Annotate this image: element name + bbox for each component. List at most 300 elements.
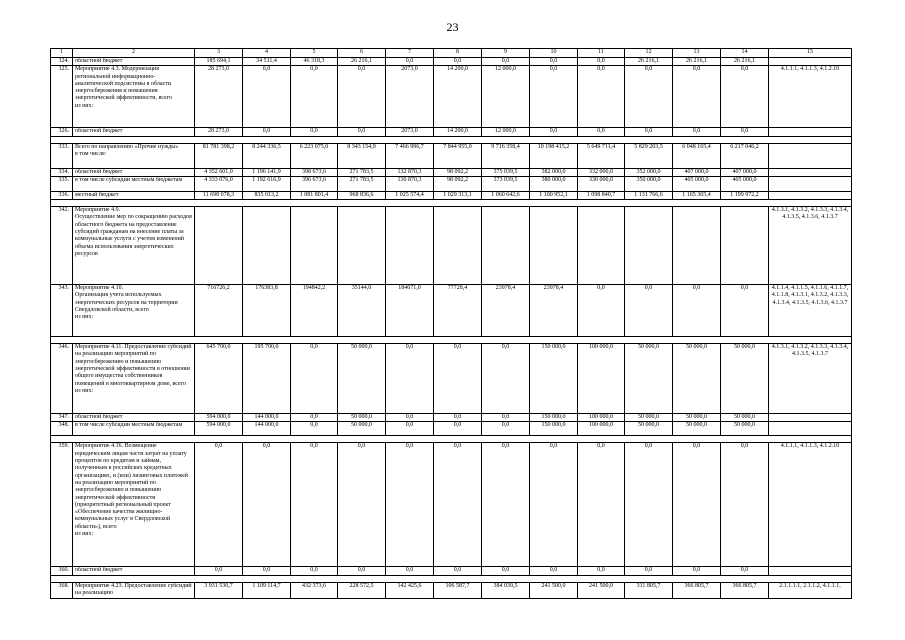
- value-cell: 0,0: [243, 66, 291, 128]
- value-cell: 144 000,0: [243, 422, 291, 436]
- value-cell: 0,0: [530, 128, 578, 136]
- gap-cell: [482, 575, 530, 582]
- value-cell: 1 165 365,4: [673, 191, 721, 199]
- value-cell: 50 000,0: [338, 414, 386, 422]
- value-cell: 396 673,6: [291, 176, 338, 191]
- row-label-cell: Мероприятие 4.9. Осуществление мер по сокращению расходов областного бюджета на предоставление субсидий гражданам на внесение платы за коммунальные услуги с учетом изменений объема использования энергетических ресурсов: [73, 207, 195, 285]
- table-row: [51, 128, 852, 136]
- row-label-cell: Мероприятие 4.23. Предоставление субсидий на реализацию: [73, 582, 195, 598]
- gap-cell: [243, 436, 291, 443]
- gap-cell: [673, 136, 721, 143]
- value-cell: 405 000,0: [721, 176, 769, 191]
- gap-cell: [386, 337, 434, 344]
- value-cell: 0,0: [291, 422, 338, 436]
- value-cell: 271 783,5: [338, 176, 386, 191]
- value-cell: 50 000,0: [721, 344, 769, 414]
- value-cell: 1 025 574,4: [386, 191, 434, 199]
- value-cell: 350 000,0: [625, 176, 673, 191]
- gap-cell: [530, 337, 578, 344]
- value-cell: 26 216,1: [721, 58, 769, 66]
- gap-cell: [673, 436, 721, 443]
- gap-cell: [578, 337, 625, 344]
- column-header: 8: [434, 49, 482, 58]
- value-cell: 50 000,0: [625, 414, 673, 422]
- value-cell: [195, 207, 243, 285]
- value-cell: 407 000,0: [721, 168, 769, 176]
- value-cell: 0,0: [482, 567, 530, 575]
- gap-cell: [338, 575, 386, 582]
- value-cell: 0,0: [338, 66, 386, 128]
- gap-cell: [51, 575, 73, 582]
- column-header: 15: [769, 49, 852, 58]
- row-number-cell: 360.: [51, 567, 73, 575]
- gap-cell: [73, 337, 195, 344]
- value-cell: 0,0: [243, 567, 291, 575]
- value-cell: 26 216,1: [673, 58, 721, 66]
- gap-cell: [578, 575, 625, 582]
- value-cell: 0,0: [386, 443, 434, 567]
- value-cell: 0,0: [673, 128, 721, 136]
- value-cell: 0,0: [291, 128, 338, 136]
- value-cell: 6 048 165,4: [673, 143, 721, 168]
- value-cell: [482, 207, 530, 285]
- target-indicator-cell: [769, 567, 852, 575]
- row-label-cell: областной бюджет: [73, 58, 195, 66]
- row-number-cell: 347.: [51, 414, 73, 422]
- value-cell: 14 200,0: [434, 128, 482, 136]
- value-cell: 0,0: [386, 58, 434, 66]
- row-label-cell: областной бюджет: [73, 168, 195, 176]
- value-cell: 50 000,0: [673, 422, 721, 436]
- gap-cell: [195, 337, 243, 344]
- gap-cell: [195, 575, 243, 582]
- column-header: 9: [482, 49, 530, 58]
- value-cell: 330 000,0: [578, 176, 625, 191]
- value-cell: 366 805,7: [673, 582, 721, 598]
- gap-cell: [721, 136, 769, 143]
- value-cell: 0,0: [291, 344, 338, 414]
- target-indicator-cell: [769, 422, 852, 436]
- gap-cell: [625, 136, 673, 143]
- value-cell: 1 029 313,1: [434, 191, 482, 199]
- value-cell: 185 694,1: [195, 58, 243, 66]
- row-label-cell: местный бюджет: [73, 191, 195, 199]
- row-number-cell: 343.: [51, 285, 73, 337]
- value-cell: 0,0: [482, 443, 530, 567]
- value-cell: 0,0: [482, 58, 530, 66]
- gap-cell: [51, 436, 73, 443]
- value-cell: 11 698 078,3: [195, 191, 243, 199]
- table-row: [51, 414, 852, 422]
- value-cell: 373 039,5: [482, 176, 530, 191]
- budget-table: [50, 48, 852, 599]
- gap-cell: [291, 575, 338, 582]
- row-number-cell: 325.: [51, 66, 73, 128]
- value-cell: 4 333 076,0: [195, 176, 243, 191]
- row-label-cell: областной бюджет: [73, 567, 195, 575]
- value-cell: [243, 207, 291, 285]
- gap-cell: [769, 136, 852, 143]
- gap-cell: [769, 436, 852, 443]
- value-cell: 1 109 114,7: [243, 582, 291, 598]
- value-cell: [530, 207, 578, 285]
- row-number-cell: 324.: [51, 58, 73, 66]
- row-number-cell: 368.: [51, 582, 73, 598]
- value-cell: 0,0: [673, 285, 721, 337]
- value-cell: 835 013,2: [243, 191, 291, 199]
- value-cell: 241 500,0: [530, 582, 578, 598]
- column-header: 12: [625, 49, 673, 58]
- table-row: [51, 567, 852, 575]
- target-indicator-cell: [769, 176, 852, 191]
- target-indicator-cell: 4.1.3.1, 4.1.3.2, 4.1.3.3, 4.1.3.4, 4.1.3.5, 4.1.3.6, 4.1.3.7: [769, 207, 852, 285]
- value-cell: 0,0: [434, 443, 482, 567]
- value-cell: 0,0: [482, 344, 530, 414]
- value-cell: 0,0: [291, 443, 338, 567]
- gap-cell: [291, 436, 338, 443]
- value-cell: 384 039,5: [482, 582, 530, 598]
- value-cell: 0,0: [578, 66, 625, 128]
- value-cell: 0,0: [482, 414, 530, 422]
- column-header: 3: [195, 49, 243, 58]
- value-cell: 241 500,0: [578, 582, 625, 598]
- row-number-cell: 346.: [51, 344, 73, 414]
- target-indicator-cell: [769, 128, 852, 136]
- target-indicator-cell: [769, 58, 852, 66]
- value-cell: 26 216,1: [338, 58, 386, 66]
- value-cell: [291, 207, 338, 285]
- gap-cell: [482, 200, 530, 207]
- row-label-cell: в том числе субсидии местным бюджетам: [73, 176, 195, 191]
- value-cell: 0,0: [721, 443, 769, 567]
- value-cell: 6 217 046,2: [721, 143, 769, 168]
- gap-cell: [578, 136, 625, 143]
- value-cell: 0,0: [386, 422, 434, 436]
- gap-cell: [338, 136, 386, 143]
- value-cell: 0,0: [721, 128, 769, 136]
- value-cell: [386, 207, 434, 285]
- table-row: [51, 422, 852, 436]
- row-number-cell: 326.: [51, 128, 73, 136]
- gap-cell: [73, 136, 195, 143]
- value-cell: 0,0: [195, 567, 243, 575]
- value-cell: 0,0: [386, 567, 434, 575]
- gap-cell: [195, 200, 243, 207]
- value-cell: 0,0: [578, 567, 625, 575]
- value-cell: [578, 207, 625, 285]
- gap-cell: [625, 436, 673, 443]
- gap-cell: [625, 575, 673, 582]
- gap-cell: [721, 337, 769, 344]
- value-cell: 0,0: [434, 344, 482, 414]
- value-cell: 228 572,5: [338, 582, 386, 598]
- gap-cell: [769, 337, 852, 344]
- table-gap-row: [51, 337, 852, 344]
- column-header: 13: [673, 49, 721, 58]
- value-cell: 0,0: [386, 344, 434, 414]
- gap-cell: [578, 436, 625, 443]
- value-cell: 0,0: [530, 58, 578, 66]
- value-cell: 0,0: [243, 443, 291, 567]
- value-cell: 7 466 996,7: [386, 143, 434, 168]
- value-cell: 23978,4: [482, 285, 530, 337]
- value-cell: 5 829 203,5: [625, 143, 673, 168]
- value-cell: 8 343 154,9: [338, 143, 386, 168]
- value-cell: 0,0: [530, 567, 578, 575]
- row-number-cell: 342.: [51, 207, 73, 285]
- value-cell: 0,0: [625, 443, 673, 567]
- value-cell: 1 131 766,6: [625, 191, 673, 199]
- gap-cell: [338, 200, 386, 207]
- value-cell: 176383,8: [243, 285, 291, 337]
- value-cell: [721, 207, 769, 285]
- value-cell: 35144,0: [338, 285, 386, 337]
- gap-cell: [291, 337, 338, 344]
- value-cell: 1 199 972,2: [721, 191, 769, 199]
- row-number-cell: 333.: [51, 143, 73, 168]
- row-label-cell: Мероприятие 4.3. Модернизация региональной информационно-аналитической подсистемы в области энергосбережения и повышения энергетической эффективности, всего из них:: [73, 66, 195, 128]
- value-cell: 46 318,3: [291, 58, 338, 66]
- table-gap-row: [51, 436, 852, 443]
- value-cell: 0,0: [673, 443, 721, 567]
- gap-cell: [673, 575, 721, 582]
- gap-cell: [673, 337, 721, 344]
- value-cell: 26 216,1: [625, 58, 673, 66]
- target-indicator-cell: 4.1.1.4, 4.1.1.5, 4.1.1.6, 4.1.1.7, 4.1.1.8, 4.1.3.1, 4.1.3.2, 4.1.3.3, 4.1.3.4, 4.1.3.5, 4.1.3.6, 4.1.3.7: [769, 285, 852, 337]
- gap-cell: [530, 200, 578, 207]
- value-cell: 0,0: [434, 58, 482, 66]
- value-cell: 106 587,7: [434, 582, 482, 598]
- table-row: [51, 285, 852, 337]
- row-label-cell: Мероприятие 4.10. Организация учета используемых энергетических ресурсов на территории Свердловской области, всего из них:: [73, 285, 195, 337]
- gap-cell: [51, 136, 73, 143]
- value-cell: 14 200,0: [434, 66, 482, 128]
- value-cell: 271 783,5: [338, 168, 386, 176]
- value-cell: 352 000,0: [625, 168, 673, 176]
- value-cell: 0,0: [482, 422, 530, 436]
- gap-cell: [673, 200, 721, 207]
- value-cell: 5 649 711,4: [578, 143, 625, 168]
- value-cell: 0,0: [578, 128, 625, 136]
- gap-cell: [243, 337, 291, 344]
- row-number-cell: 336.: [51, 191, 73, 199]
- gap-cell: [482, 436, 530, 443]
- gap-cell: [386, 136, 434, 143]
- gap-cell: [195, 136, 243, 143]
- value-cell: 0,0: [578, 443, 625, 567]
- value-cell: 130 870,3: [386, 176, 434, 191]
- value-cell: 0,0: [434, 422, 482, 436]
- value-cell: 23978,4: [530, 285, 578, 337]
- value-cell: 0,0: [338, 567, 386, 575]
- gap-cell: [721, 575, 769, 582]
- value-cell: 50 000,0: [673, 344, 721, 414]
- value-cell: 50 000,0: [721, 422, 769, 436]
- target-indicator-cell: 2.1.1.1.1, 2.1.1.2, 4.1.1.1,: [769, 582, 852, 598]
- value-cell: 1 081 801,4: [291, 191, 338, 199]
- value-cell: 10 198 415,2: [530, 143, 578, 168]
- value-cell: 0,0: [434, 414, 482, 422]
- gap-cell: [338, 337, 386, 344]
- table-row: [51, 168, 852, 176]
- gap-cell: [291, 200, 338, 207]
- gap-cell: [482, 136, 530, 143]
- value-cell: 0,0: [291, 567, 338, 575]
- gap-cell: [386, 575, 434, 582]
- row-label-cell: в том числе субсидии местным бюджетам: [73, 422, 195, 436]
- gap-cell: [625, 200, 673, 207]
- gap-cell: [51, 200, 73, 207]
- gap-cell: [434, 575, 482, 582]
- gap-cell: [434, 337, 482, 344]
- row-label-cell: областной бюджет: [73, 414, 195, 422]
- gap-cell: [243, 136, 291, 143]
- row-number-cell: 335.: [51, 176, 73, 191]
- target-indicator-cell: [769, 414, 852, 422]
- column-header: 5: [291, 49, 338, 58]
- column-header: 11: [578, 49, 625, 58]
- gap-cell: [769, 200, 852, 207]
- value-cell: 0,0: [625, 128, 673, 136]
- value-cell: 0,0: [625, 285, 673, 337]
- value-cell: 50 000,0: [721, 414, 769, 422]
- value-cell: 144 000,0: [243, 414, 291, 422]
- value-cell: 77728,4: [434, 285, 482, 337]
- table-row: [51, 344, 852, 414]
- gap-cell: [386, 436, 434, 443]
- gap-cell: [338, 436, 386, 443]
- table-gap-row: [51, 575, 852, 582]
- value-cell: 366 805,7: [721, 582, 769, 598]
- row-label-cell: Мероприятие 4.16. Возмещение юридическим лицам части затрат на уплату процентов по кредитам и займам, полученным в российских кредитных организациях, и (или) лизинговых платежей на реализацию мероприятий по энергосбережению и повышению энергетической эффективности (приоритетный региональный проект «Обеспечение качества жилищно-коммунальных услуг в Свердловской области»), всего из них:: [73, 443, 195, 567]
- target-indicator-cell: [769, 143, 852, 168]
- gap-cell: [386, 200, 434, 207]
- value-cell: 380 000,0: [530, 176, 578, 191]
- value-cell: 407 000,0: [673, 168, 721, 176]
- value-cell: 132 870,3: [386, 168, 434, 176]
- value-cell: 1 100 952,1: [530, 191, 578, 199]
- page-number: 23: [446, 20, 459, 34]
- value-cell: 0,0: [578, 285, 625, 337]
- value-cell: 50 000,0: [338, 344, 386, 414]
- row-number-cell: 334.: [51, 168, 73, 176]
- value-cell: 12 000,0: [482, 66, 530, 128]
- gap-cell: [530, 436, 578, 443]
- value-cell: 0,0: [338, 128, 386, 136]
- value-cell: 0,0: [530, 66, 578, 128]
- value-cell: [434, 207, 482, 285]
- value-cell: 594 000,0: [195, 422, 243, 436]
- value-cell: 195 700,0: [243, 344, 291, 414]
- gap-cell: [578, 200, 625, 207]
- gap-cell: [625, 337, 673, 344]
- table-row: [51, 191, 852, 199]
- gap-cell: [434, 436, 482, 443]
- target-indicator-cell: 4.1.1.1, 4.1.1.3, 4.1.2.10: [769, 66, 852, 128]
- table-row: [51, 582, 852, 598]
- row-label-cell: Всего по направлению «Прочие нужды» в том числе:: [73, 143, 195, 168]
- gap-cell: [291, 136, 338, 143]
- gap-cell: [721, 436, 769, 443]
- gap-cell: [434, 136, 482, 143]
- value-cell: [673, 207, 721, 285]
- column-header: 7: [386, 49, 434, 58]
- value-cell: 332 000,0: [578, 168, 625, 176]
- value-cell: 9 716 358,4: [482, 143, 530, 168]
- value-cell: 594 000,0: [195, 414, 243, 422]
- target-indicator-cell: [769, 168, 852, 176]
- table-gap-row: [51, 136, 852, 143]
- value-cell: 0,0: [721, 285, 769, 337]
- value-cell: 28 273,0: [195, 128, 243, 136]
- gap-cell: [530, 136, 578, 143]
- target-indicator-cell: 4.1.3.1, 4.1.3.2, 4.1.3.3, 4.1.3.4, 4.1.3.5, 4.1.3.7: [769, 344, 852, 414]
- value-cell: 311 805,7: [625, 582, 673, 598]
- value-cell: 382 000,0: [530, 168, 578, 176]
- column-header: 14: [721, 49, 769, 58]
- value-cell: 398 673,6: [291, 168, 338, 176]
- value-cell: 50 000,0: [625, 344, 673, 414]
- value-cell: 34 511,4: [243, 58, 291, 66]
- row-label-cell: областной бюджет: [73, 128, 195, 136]
- gap-cell: [530, 575, 578, 582]
- gap-cell: [482, 337, 530, 344]
- value-cell: 194842,2: [291, 285, 338, 337]
- gap-cell: [769, 575, 852, 582]
- target-indicator-cell: [769, 191, 852, 199]
- gap-cell: [73, 436, 195, 443]
- value-cell: 0,0: [578, 58, 625, 66]
- value-cell: 0,0: [338, 443, 386, 567]
- value-cell: 4 352 601,0: [195, 168, 243, 176]
- value-cell: 2073,0: [386, 66, 434, 128]
- gap-cell: [73, 200, 195, 207]
- row-label-cell: Мероприятие 4.11. Предоставление субсидий на реализацию мероприятий по энергосбережению и повышению энергетической эффективности в отношении общего имущества собственников помещений в многоквартирном доме, всего из них:: [73, 344, 195, 414]
- target-indicator-cell: 4.1.1.1, 4.1.1.3, 4.1.2.10: [769, 443, 852, 567]
- value-cell: 184671,0: [386, 285, 434, 337]
- value-cell: 50 000,0: [338, 422, 386, 436]
- table-row: [51, 443, 852, 567]
- value-cell: 1 192 616,9: [243, 176, 291, 191]
- value-cell: 0,0: [625, 66, 673, 128]
- column-header: 10: [530, 49, 578, 58]
- value-cell: 100 000,0: [578, 422, 625, 436]
- table-row: [51, 143, 852, 168]
- value-cell: 3 931 530,7: [195, 582, 243, 598]
- gap-cell: [73, 575, 195, 582]
- value-cell: 8 244 336,5: [243, 143, 291, 168]
- value-cell: 0,0: [195, 443, 243, 567]
- gap-cell: [243, 575, 291, 582]
- value-cell: 0,0: [721, 66, 769, 128]
- value-cell: 0,0: [434, 567, 482, 575]
- value-cell: 98 092,2: [434, 168, 482, 176]
- value-cell: 0,0: [673, 66, 721, 128]
- value-cell: 405 000,0: [673, 176, 721, 191]
- value-cell: 716726,2: [195, 285, 243, 337]
- value-cell: 50 000,0: [673, 414, 721, 422]
- value-cell: 98 092,2: [434, 176, 482, 191]
- gap-cell: [243, 200, 291, 207]
- value-cell: 150 000,0: [530, 344, 578, 414]
- table-row: [51, 66, 852, 128]
- value-cell: 2073,0: [386, 128, 434, 136]
- value-cell: 100 000,0: [578, 344, 625, 414]
- gap-cell: [434, 200, 482, 207]
- value-cell: 50 000,0: [625, 422, 673, 436]
- value-cell: 150 000,0: [530, 414, 578, 422]
- value-cell: 150 000,0: [530, 422, 578, 436]
